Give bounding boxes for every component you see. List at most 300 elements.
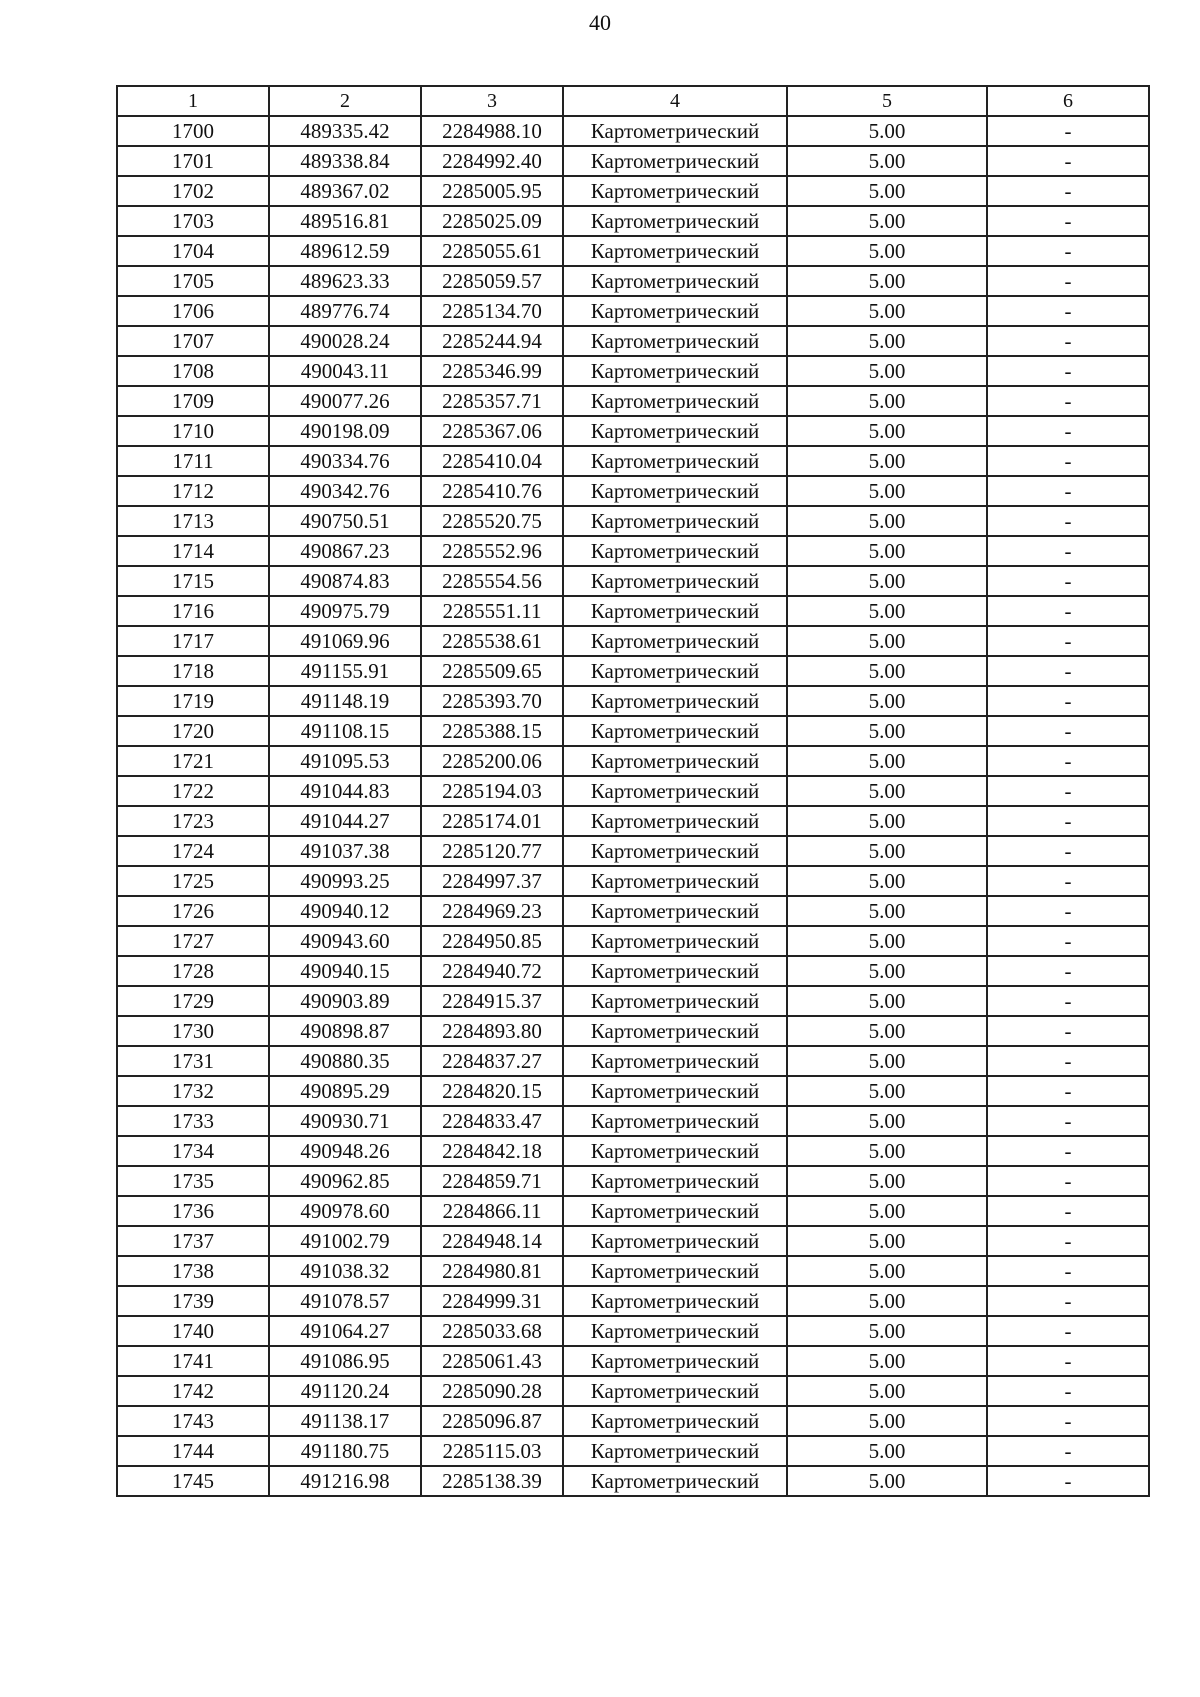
description-cell: - — [987, 1316, 1149, 1346]
y-coordinate-cell: 2284980.81 — [421, 1256, 563, 1286]
y-coordinate-cell: 2284820.15 — [421, 1076, 563, 1106]
point-number-cell: 1723 — [117, 806, 269, 836]
method-cell: Картометрический — [563, 296, 787, 326]
point-number-cell: 1708 — [117, 356, 269, 386]
y-coordinate-cell: 2284988.10 — [421, 116, 563, 146]
table-row — [117, 296, 1149, 326]
table-row — [117, 566, 1149, 596]
accuracy-cell: 5.00 — [787, 1256, 987, 1286]
table-row — [117, 1376, 1149, 1406]
accuracy-cell: 5.00 — [787, 266, 987, 296]
accuracy-cell: 5.00 — [787, 806, 987, 836]
accuracy-cell: 5.00 — [787, 1436, 987, 1466]
y-coordinate-cell: 2285090.28 — [421, 1376, 563, 1406]
accuracy-cell: 5.00 — [787, 656, 987, 686]
method-cell: Картометрический — [563, 206, 787, 236]
x-coordinate-cell: 489335.42 — [269, 116, 421, 146]
accuracy-cell: 5.00 — [787, 1316, 987, 1346]
table-body — [117, 116, 1149, 1496]
accuracy-cell: 5.00 — [787, 1136, 987, 1166]
accuracy-cell: 5.00 — [787, 746, 987, 776]
point-number-cell: 1703 — [117, 206, 269, 236]
table-row — [117, 1406, 1149, 1436]
table-row — [117, 326, 1149, 356]
table-row — [117, 1466, 1149, 1496]
method-cell: Картометрический — [563, 146, 787, 176]
x-coordinate-cell: 490895.29 — [269, 1076, 421, 1106]
method-cell: Картометрический — [563, 1256, 787, 1286]
point-number-cell: 1718 — [117, 656, 269, 686]
accuracy-cell: 5.00 — [787, 836, 987, 866]
y-coordinate-cell: 2285551.11 — [421, 596, 563, 626]
table-row — [117, 476, 1149, 506]
accuracy-cell: 5.00 — [787, 1346, 987, 1376]
y-coordinate-cell: 2285033.68 — [421, 1316, 563, 1346]
y-coordinate-cell: 2284997.37 — [421, 866, 563, 896]
x-coordinate-cell: 489516.81 — [269, 206, 421, 236]
x-coordinate-cell: 491037.38 — [269, 836, 421, 866]
y-coordinate-cell: 2285120.77 — [421, 836, 563, 866]
x-coordinate-cell: 490962.85 — [269, 1166, 421, 1196]
table-row — [117, 236, 1149, 266]
y-coordinate-cell: 2285509.65 — [421, 656, 563, 686]
point-number-cell: 1728 — [117, 956, 269, 986]
table-row — [117, 836, 1149, 866]
x-coordinate-cell: 491086.95 — [269, 1346, 421, 1376]
accuracy-cell: 5.00 — [787, 1226, 987, 1256]
method-cell: Картометрический — [563, 566, 787, 596]
x-coordinate-cell: 491044.83 — [269, 776, 421, 806]
point-number-cell: 1738 — [117, 1256, 269, 1286]
point-number-cell: 1743 — [117, 1406, 269, 1436]
description-cell: - — [987, 1196, 1149, 1226]
x-coordinate-cell: 491044.27 — [269, 806, 421, 836]
method-cell: Картометрический — [563, 716, 787, 746]
x-coordinate-cell: 490077.26 — [269, 386, 421, 416]
description-cell: - — [987, 536, 1149, 566]
y-coordinate-cell: 2285005.95 — [421, 176, 563, 206]
header-cell-1: 1 — [117, 86, 269, 116]
x-coordinate-cell: 490930.71 — [269, 1106, 421, 1136]
header-cell-4: 4 — [563, 86, 787, 116]
table-row — [117, 1346, 1149, 1376]
y-coordinate-cell: 2285055.61 — [421, 236, 563, 266]
table-row — [117, 596, 1149, 626]
method-cell: Картометрический — [563, 1286, 787, 1316]
y-coordinate-cell: 2284842.18 — [421, 1136, 563, 1166]
method-cell: Картометрический — [563, 1016, 787, 1046]
description-cell: - — [987, 836, 1149, 866]
description-cell: - — [987, 356, 1149, 386]
description-cell: - — [987, 956, 1149, 986]
method-cell: Картометрический — [563, 656, 787, 686]
accuracy-cell: 5.00 — [787, 1286, 987, 1316]
accuracy-cell: 5.00 — [787, 566, 987, 596]
accuracy-cell: 5.00 — [787, 596, 987, 626]
table-row — [117, 1436, 1149, 1466]
accuracy-cell: 5.00 — [787, 1046, 987, 1076]
description-cell: - — [987, 326, 1149, 356]
method-cell: Картометрический — [563, 416, 787, 446]
method-cell: Картометрический — [563, 596, 787, 626]
point-number-cell: 1744 — [117, 1436, 269, 1466]
x-coordinate-cell: 491078.57 — [269, 1286, 421, 1316]
table-row — [117, 386, 1149, 416]
y-coordinate-cell: 2285520.75 — [421, 506, 563, 536]
description-cell: - — [987, 146, 1149, 176]
x-coordinate-cell: 490948.26 — [269, 1136, 421, 1166]
description-cell: - — [987, 1136, 1149, 1166]
table-row — [117, 626, 1149, 656]
table-row — [117, 986, 1149, 1016]
table-row — [117, 176, 1149, 206]
point-number-cell: 1732 — [117, 1076, 269, 1106]
table-row — [117, 896, 1149, 926]
x-coordinate-cell: 491120.24 — [269, 1376, 421, 1406]
description-cell: - — [987, 806, 1149, 836]
x-coordinate-cell: 490334.76 — [269, 446, 421, 476]
header-cell-5: 5 — [787, 86, 987, 116]
description-cell: - — [987, 866, 1149, 896]
table-row — [117, 1226, 1149, 1256]
y-coordinate-cell: 2285346.99 — [421, 356, 563, 386]
x-coordinate-cell: 491148.19 — [269, 686, 421, 716]
description-cell: - — [987, 656, 1149, 686]
method-cell: Картометрический — [563, 1436, 787, 1466]
description-cell: - — [987, 416, 1149, 446]
method-cell: Картометрический — [563, 1196, 787, 1226]
accuracy-cell: 5.00 — [787, 176, 987, 206]
y-coordinate-cell: 2285194.03 — [421, 776, 563, 806]
page-number: 40 — [589, 10, 611, 35]
x-coordinate-cell: 490978.60 — [269, 1196, 421, 1226]
point-number-cell: 1742 — [117, 1376, 269, 1406]
x-coordinate-cell: 491069.96 — [269, 626, 421, 656]
table-row — [117, 266, 1149, 296]
table-row — [117, 416, 1149, 446]
point-number-cell: 1700 — [117, 116, 269, 146]
point-number-cell: 1740 — [117, 1316, 269, 1346]
table-row — [117, 686, 1149, 716]
y-coordinate-cell: 2285393.70 — [421, 686, 563, 716]
table-row — [117, 146, 1149, 176]
y-coordinate-cell: 2285134.70 — [421, 296, 563, 326]
y-coordinate-cell: 2285357.71 — [421, 386, 563, 416]
description-cell: - — [987, 626, 1149, 656]
x-coordinate-cell: 491002.79 — [269, 1226, 421, 1256]
description-cell: - — [987, 1286, 1149, 1316]
description-cell: - — [987, 1016, 1149, 1046]
accuracy-cell: 5.00 — [787, 776, 987, 806]
description-cell: - — [987, 896, 1149, 926]
y-coordinate-cell: 2285410.76 — [421, 476, 563, 506]
header-cell-3: 3 — [421, 86, 563, 116]
method-cell: Картометрический — [563, 1316, 787, 1346]
description-cell: - — [987, 1076, 1149, 1106]
table-row — [117, 1076, 1149, 1106]
point-number-cell: 1720 — [117, 716, 269, 746]
method-cell: Картометрический — [563, 326, 787, 356]
point-number-cell: 1710 — [117, 416, 269, 446]
accuracy-cell: 5.00 — [787, 1076, 987, 1106]
accuracy-cell: 5.00 — [787, 1166, 987, 1196]
description-cell: - — [987, 746, 1149, 776]
y-coordinate-cell: 2285367.06 — [421, 416, 563, 446]
y-coordinate-cell: 2285554.56 — [421, 566, 563, 596]
y-coordinate-cell: 2284948.14 — [421, 1226, 563, 1256]
header-cell-2: 2 — [269, 86, 421, 116]
table-row — [117, 206, 1149, 236]
description-cell: - — [987, 1346, 1149, 1376]
x-coordinate-cell: 490880.35 — [269, 1046, 421, 1076]
description-cell: - — [987, 446, 1149, 476]
description-cell: - — [987, 1466, 1149, 1496]
method-cell: Картометрический — [563, 1376, 787, 1406]
description-cell: - — [987, 716, 1149, 746]
accuracy-cell: 5.00 — [787, 866, 987, 896]
x-coordinate-cell: 491108.15 — [269, 716, 421, 746]
accuracy-cell: 5.00 — [787, 1466, 987, 1496]
method-cell: Картометрический — [563, 626, 787, 656]
method-cell: Картометрический — [563, 1166, 787, 1196]
y-coordinate-cell: 2285138.39 — [421, 1466, 563, 1496]
accuracy-cell: 5.00 — [787, 1016, 987, 1046]
x-coordinate-cell: 489367.02 — [269, 176, 421, 206]
method-cell: Картометрический — [563, 176, 787, 206]
accuracy-cell: 5.00 — [787, 416, 987, 446]
description-cell: - — [987, 1106, 1149, 1136]
y-coordinate-cell: 2285061.43 — [421, 1346, 563, 1376]
method-cell: Картометрический — [563, 956, 787, 986]
table-row — [117, 716, 1149, 746]
point-number-cell: 1733 — [117, 1106, 269, 1136]
y-coordinate-cell: 2285410.04 — [421, 446, 563, 476]
point-number-cell: 1705 — [117, 266, 269, 296]
method-cell: Картометрический — [563, 1346, 787, 1376]
accuracy-cell: 5.00 — [787, 206, 987, 236]
point-number-cell: 1702 — [117, 176, 269, 206]
point-number-cell: 1722 — [117, 776, 269, 806]
table-row — [117, 356, 1149, 386]
method-cell: Картометрический — [563, 236, 787, 266]
x-coordinate-cell: 490867.23 — [269, 536, 421, 566]
description-cell: - — [987, 1046, 1149, 1076]
point-number-cell: 1736 — [117, 1196, 269, 1226]
x-coordinate-cell: 490028.24 — [269, 326, 421, 356]
point-number-cell: 1715 — [117, 566, 269, 596]
method-cell: Картометрический — [563, 476, 787, 506]
x-coordinate-cell: 490750.51 — [269, 506, 421, 536]
y-coordinate-cell: 2285388.15 — [421, 716, 563, 746]
x-coordinate-cell: 490874.83 — [269, 566, 421, 596]
method-cell: Картометрический — [563, 1466, 787, 1496]
accuracy-cell: 5.00 — [787, 1196, 987, 1226]
accuracy-cell: 5.00 — [787, 1376, 987, 1406]
table-row — [117, 1046, 1149, 1076]
point-number-cell: 1745 — [117, 1466, 269, 1496]
table-row — [117, 866, 1149, 896]
table-row — [117, 506, 1149, 536]
accuracy-cell: 5.00 — [787, 386, 987, 416]
table-row — [117, 776, 1149, 806]
point-number-cell: 1739 — [117, 1286, 269, 1316]
accuracy-cell: 5.00 — [787, 326, 987, 356]
description-cell: - — [987, 1436, 1149, 1466]
method-cell: Картометрический — [563, 446, 787, 476]
table-row — [117, 1286, 1149, 1316]
point-number-cell: 1706 — [117, 296, 269, 326]
x-coordinate-cell: 490903.89 — [269, 986, 421, 1016]
accuracy-cell: 5.00 — [787, 446, 987, 476]
method-cell: Картометрический — [563, 926, 787, 956]
description-cell: - — [987, 686, 1149, 716]
description-cell: - — [987, 986, 1149, 1016]
y-coordinate-cell: 2285115.03 — [421, 1436, 563, 1466]
method-cell: Картометрический — [563, 116, 787, 146]
description-cell: - — [987, 506, 1149, 536]
description-cell: - — [987, 1376, 1149, 1406]
point-number-cell: 1730 — [117, 1016, 269, 1046]
x-coordinate-cell: 490198.09 — [269, 416, 421, 446]
x-coordinate-cell: 490943.60 — [269, 926, 421, 956]
table-row — [117, 446, 1149, 476]
description-cell: - — [987, 176, 1149, 206]
table-row — [117, 956, 1149, 986]
description-cell: - — [987, 116, 1149, 146]
table-row — [117, 656, 1149, 686]
method-cell: Картометрический — [563, 1226, 787, 1256]
point-number-cell: 1726 — [117, 896, 269, 926]
x-coordinate-cell: 490342.76 — [269, 476, 421, 506]
table-header — [117, 86, 1149, 116]
point-number-cell: 1734 — [117, 1136, 269, 1166]
point-number-cell: 1714 — [117, 536, 269, 566]
description-cell: - — [987, 266, 1149, 296]
accuracy-cell: 5.00 — [787, 926, 987, 956]
method-cell: Картометрический — [563, 1076, 787, 1106]
x-coordinate-cell: 491216.98 — [269, 1466, 421, 1496]
point-number-cell: 1712 — [117, 476, 269, 506]
accuracy-cell: 5.00 — [787, 356, 987, 386]
method-cell: Картометрический — [563, 836, 787, 866]
table-row — [117, 1256, 1149, 1286]
accuracy-cell: 5.00 — [787, 986, 987, 1016]
y-coordinate-cell: 2285174.01 — [421, 806, 563, 836]
y-coordinate-cell: 2285244.94 — [421, 326, 563, 356]
method-cell: Картометрический — [563, 1136, 787, 1166]
method-cell: Картометрический — [563, 866, 787, 896]
method-cell: Картометрический — [563, 686, 787, 716]
point-number-cell: 1735 — [117, 1166, 269, 1196]
accuracy-cell: 5.00 — [787, 476, 987, 506]
x-coordinate-cell: 490975.79 — [269, 596, 421, 626]
description-cell: - — [987, 296, 1149, 326]
x-coordinate-cell: 491155.91 — [269, 656, 421, 686]
description-cell: - — [987, 596, 1149, 626]
method-cell: Картометрический — [563, 776, 787, 806]
x-coordinate-cell: 491138.17 — [269, 1406, 421, 1436]
x-coordinate-cell: 490043.11 — [269, 356, 421, 386]
point-number-cell: 1724 — [117, 836, 269, 866]
x-coordinate-cell: 489776.74 — [269, 296, 421, 326]
y-coordinate-cell: 2284940.72 — [421, 956, 563, 986]
table-row — [117, 1016, 1149, 1046]
method-cell: Картометрический — [563, 536, 787, 566]
description-cell: - — [987, 476, 1149, 506]
table-row — [117, 806, 1149, 836]
y-coordinate-cell: 2284950.85 — [421, 926, 563, 956]
y-coordinate-cell: 2284999.31 — [421, 1286, 563, 1316]
point-number-cell: 1727 — [117, 926, 269, 956]
accuracy-cell: 5.00 — [787, 956, 987, 986]
method-cell: Картометрический — [563, 986, 787, 1016]
point-number-cell: 1709 — [117, 386, 269, 416]
point-number-cell: 1721 — [117, 746, 269, 776]
point-number-cell: 1719 — [117, 686, 269, 716]
table-row — [117, 1316, 1149, 1346]
y-coordinate-cell: 2284992.40 — [421, 146, 563, 176]
accuracy-cell: 5.00 — [787, 116, 987, 146]
method-cell: Картометрический — [563, 1406, 787, 1436]
y-coordinate-cell: 2285538.61 — [421, 626, 563, 656]
method-cell: Картометрический — [563, 266, 787, 296]
x-coordinate-cell: 491038.32 — [269, 1256, 421, 1286]
point-number-cell: 1701 — [117, 146, 269, 176]
point-number-cell: 1731 — [117, 1046, 269, 1076]
y-coordinate-cell: 2284969.23 — [421, 896, 563, 926]
point-number-cell: 1717 — [117, 626, 269, 656]
description-cell: - — [987, 926, 1149, 956]
x-coordinate-cell: 490940.12 — [269, 896, 421, 926]
accuracy-cell: 5.00 — [787, 536, 987, 566]
y-coordinate-cell: 2284837.27 — [421, 1046, 563, 1076]
accuracy-cell: 5.00 — [787, 626, 987, 656]
point-number-cell: 1716 — [117, 596, 269, 626]
table-row — [117, 926, 1149, 956]
description-cell: - — [987, 1406, 1149, 1436]
point-number-cell: 1704 — [117, 236, 269, 266]
x-coordinate-cell: 491064.27 — [269, 1316, 421, 1346]
description-cell: - — [987, 566, 1149, 596]
x-coordinate-cell: 489612.59 — [269, 236, 421, 266]
table-row — [117, 1196, 1149, 1226]
accuracy-cell: 5.00 — [787, 716, 987, 746]
point-number-cell: 1729 — [117, 986, 269, 1016]
point-number-cell: 1711 — [117, 446, 269, 476]
x-coordinate-cell: 490940.15 — [269, 956, 421, 986]
table-row — [117, 746, 1149, 776]
x-coordinate-cell: 490993.25 — [269, 866, 421, 896]
point-number-cell: 1713 — [117, 506, 269, 536]
method-cell: Картометрический — [563, 1106, 787, 1136]
accuracy-cell: 5.00 — [787, 506, 987, 536]
y-coordinate-cell: 2284866.11 — [421, 1196, 563, 1226]
x-coordinate-cell: 491180.75 — [269, 1436, 421, 1466]
accuracy-cell: 5.00 — [787, 896, 987, 926]
accuracy-cell: 5.00 — [787, 296, 987, 326]
header-cell-6: 6 — [987, 86, 1149, 116]
description-cell: - — [987, 1256, 1149, 1286]
table-row — [117, 116, 1149, 146]
description-cell: - — [987, 386, 1149, 416]
point-number-cell: 1737 — [117, 1226, 269, 1256]
method-cell: Картометрический — [563, 806, 787, 836]
x-coordinate-cell: 489338.84 — [269, 146, 421, 176]
method-cell: Картометрический — [563, 896, 787, 926]
y-coordinate-cell: 2285025.09 — [421, 206, 563, 236]
y-coordinate-cell: 2284915.37 — [421, 986, 563, 1016]
y-coordinate-cell: 2285059.57 — [421, 266, 563, 296]
